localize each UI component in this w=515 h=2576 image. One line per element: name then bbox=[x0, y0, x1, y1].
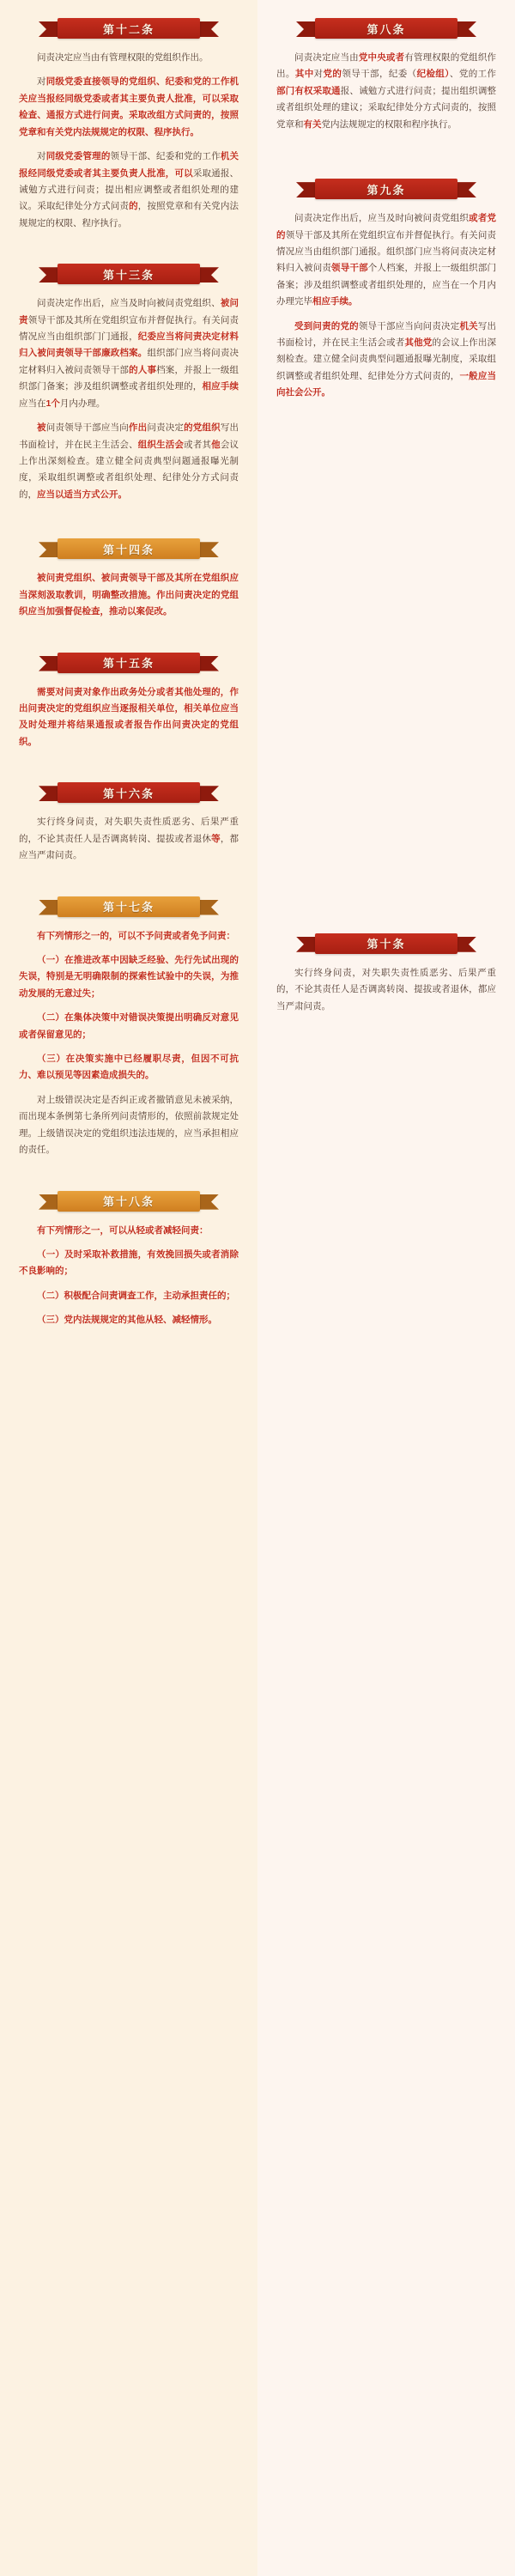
section-banner-label: 第十六条 bbox=[102, 787, 154, 800]
article-section bbox=[258, 176, 515, 402]
article-section bbox=[0, 780, 258, 864]
section-banner bbox=[39, 1188, 219, 1214]
section-gap bbox=[0, 878, 258, 894]
body-text: 写出书面检讨，并在民主生活会、 bbox=[19, 422, 239, 450]
section-banner-label: 第十条 bbox=[367, 938, 406, 951]
article-section bbox=[258, 15, 515, 133]
section-gap bbox=[0, 1173, 258, 1188]
body-text: 领导干部及其所在党组织宣布并督促执行。有关问责情况应当由组织部门通报。组织部门应当将问责决定材料归入被问责 bbox=[276, 229, 497, 274]
paragraph bbox=[0, 1247, 258, 1280]
body-text: 问责决定作出后，应当及时向被问责党组织 bbox=[294, 213, 470, 224]
body-text: 问责决定应当由 bbox=[294, 52, 359, 63]
section-banner-label: 第十三条 bbox=[102, 268, 154, 282]
section-gap bbox=[0, 635, 258, 650]
body-text: 问责决定 bbox=[147, 422, 185, 434]
section-gap bbox=[258, 416, 515, 931]
article-section bbox=[0, 261, 258, 503]
body-text: 组织部门应当将问责决定材料归入被问责领导干部 bbox=[19, 348, 239, 375]
article-section bbox=[258, 931, 515, 1015]
body-text: 党内法规规定的权限和程序执行。 bbox=[321, 118, 457, 130]
highlighted-text: （三）党内法规规定的其他从轻、减轻情形。 bbox=[37, 1315, 217, 1326]
body-text: 采取通报、诫勉方式进行问责；提出相应调整或者组织处理的建议。采取纪律处分方式问责 bbox=[19, 167, 239, 212]
section-banner bbox=[39, 536, 219, 562]
section-banner bbox=[39, 261, 219, 287]
highlighted-text: 党的 bbox=[323, 69, 342, 80]
highlighted-text: 一般应当向社会公开。 bbox=[276, 370, 497, 398]
section-banner bbox=[39, 780, 219, 805]
body-text: 报、诫勉方式进行问责；提出组织调整或者组织处理的建议；采取纪律处分方式问责的，按照党章和 bbox=[276, 85, 497, 130]
body-text: 问责领导干部应当向 bbox=[45, 422, 129, 434]
body-text: 个人档案，并报上一级组织部门备案；涉及组织调整或者组织处理的，应当在一个月内办理完毕 bbox=[276, 263, 497, 307]
highlighted-text: 1个 bbox=[45, 398, 60, 409]
paragraph bbox=[0, 1312, 258, 1328]
highlighted-text: （一）在推进改革中因缺乏经验、先行先试出现的失误，特别是无明确限制的探索性试验中的失误，为推动发展的无意过失； bbox=[19, 954, 239, 999]
highlighted-text: 有下列情形之一，可以从轻或者减轻问责： bbox=[37, 1224, 209, 1236]
paragraph bbox=[258, 965, 515, 1015]
paragraph bbox=[0, 1288, 258, 1304]
highlighted-text: 需要对问责对象作出政务处分或者其他处理的，作出问责决定的党组织应当逐报相关单位，相关单位应当及时处理并将结果通报或者报告作出问责决定的党组织。 bbox=[19, 686, 239, 747]
paragraph bbox=[258, 319, 515, 402]
highlighted-text: 被问责党组织、被问责领导干部及其所在党组织应当深刻汲取教训，明确整改措施。作出问责决定的党组织应当加强督促检查，推动以案促改。 bbox=[19, 573, 239, 617]
paragraph bbox=[0, 928, 258, 945]
highlighted-text: 其中 bbox=[294, 69, 314, 80]
article-section bbox=[0, 894, 258, 1159]
highlighted-text: 其他党 bbox=[404, 337, 433, 349]
body-text: 有管理权限的党组织作出。 bbox=[276, 52, 497, 80]
highlighted-text: （二）积极配合问责调查工作，主动承担责任的； bbox=[37, 1290, 235, 1301]
section-banner bbox=[296, 931, 476, 957]
highlighted-text: 机关 bbox=[459, 320, 478, 331]
article-section bbox=[0, 15, 258, 232]
section-gap bbox=[258, 147, 515, 176]
body-text: 问责决定应当由有管理权限的党组织作出。 bbox=[37, 52, 209, 63]
highlighted-text: 有下列情形之一的，可以不予问责或者免予问责： bbox=[37, 930, 235, 941]
section-banner-label: 第九条 bbox=[367, 183, 406, 197]
paragraph bbox=[0, 952, 258, 1002]
highlighted-text: 相应手续 bbox=[202, 381, 239, 392]
body-text: 对 bbox=[313, 69, 324, 80]
highlighted-text: 有关 bbox=[303, 118, 322, 130]
paragraph bbox=[0, 50, 258, 66]
right-column bbox=[258, 0, 515, 2576]
highlighted-text: 的人事 bbox=[129, 364, 157, 375]
highlighted-text: 党中央或者 bbox=[358, 52, 405, 63]
section-banner-label: 第十二条 bbox=[102, 22, 154, 36]
section-gap bbox=[0, 517, 258, 536]
section-banner-label: 第十八条 bbox=[102, 1195, 154, 1209]
paragraph bbox=[0, 149, 258, 232]
paragraph bbox=[0, 570, 258, 620]
highlighted-text: 纪委应当将问责决定材料归入被问责领导干部廉政档案。 bbox=[19, 331, 239, 359]
paragraph bbox=[0, 1051, 258, 1084]
section-banner bbox=[296, 176, 476, 202]
highlighted-text: 的党组织 bbox=[184, 422, 221, 434]
article-section bbox=[0, 1188, 258, 1329]
column-top-pad bbox=[258, 0, 515, 15]
section-banner-label: 第十五条 bbox=[102, 657, 154, 671]
paragraph bbox=[0, 74, 258, 141]
highlighted-text: 同级党委直接领导的党组织、纪委和党的工作机关应当报经同级党委或者其主要负责人批准，可以采取检查、通报方式进行问责。采取改组方式问责的，按照党章和有关党内法规规定的权限、程序执行。 bbox=[19, 76, 239, 137]
paragraph bbox=[0, 295, 258, 412]
highlighted-text: 相应手续。 bbox=[312, 296, 358, 307]
paragraph bbox=[0, 1010, 258, 1043]
body-text: 会议上作出深刻检查。建立健全问责典型问题通报曝光制度，采取组织调整或者组织处理、纪律处分方式问责的， bbox=[19, 439, 239, 500]
highlighted-text: 作出 bbox=[128, 422, 148, 434]
paragraph bbox=[0, 684, 258, 751]
body-text: 或者其 bbox=[184, 439, 212, 450]
highlighted-text: （二）在集体决策中对错误决策提出明确反对意见或者保留意见的； bbox=[19, 1012, 239, 1040]
highlighted-text: 或者党的 bbox=[276, 213, 497, 240]
highlighted-text: （一）及时采取补救措施，有效挽回损失或者消除不良影响的； bbox=[19, 1249, 239, 1277]
body-text: 门通报， bbox=[101, 331, 138, 343]
highlighted-text: 应当以适当方式公开。 bbox=[37, 489, 127, 500]
section-gap bbox=[0, 246, 258, 261]
body-text: 领导干部，纪委（ bbox=[342, 69, 417, 80]
highlighted-text: 部门有权采取通 bbox=[276, 85, 341, 96]
highlighted-text: 被 bbox=[37, 422, 46, 434]
highlighted-text: 他 bbox=[211, 439, 221, 450]
body-text: 月内办理。 bbox=[59, 398, 106, 409]
body-text: 、党的工作 bbox=[449, 69, 497, 80]
highlighted-text: 的党的 bbox=[330, 320, 359, 331]
body-text: 问责决定作出后，应当及时向被问责党组织、 bbox=[37, 298, 221, 309]
highlighted-text: 同级党委管理的 bbox=[45, 151, 111, 162]
body-text: 对 bbox=[37, 151, 46, 162]
article-section bbox=[0, 650, 258, 751]
section-banner bbox=[39, 650, 219, 676]
highlighted-text: 受到问责 bbox=[294, 320, 331, 331]
section-banner-label: 第八条 bbox=[367, 22, 406, 36]
body-text: 应当在 bbox=[19, 398, 46, 409]
section-banner-label: 第十四条 bbox=[102, 543, 154, 556]
section-gap bbox=[0, 764, 258, 780]
body-text: 写出书面检讨，并在民主生活会或者 bbox=[276, 320, 497, 349]
body-text: ，按照党章和有关党内法规规定的权限、程序执行。 bbox=[19, 201, 239, 228]
highlighted-text: 机关报经同级党委或者其主要负责人批准，可以 bbox=[19, 151, 239, 179]
section-banner-label: 第十七条 bbox=[102, 901, 154, 914]
highlighted-text: 的 bbox=[129, 201, 138, 212]
body-text: 实行终身问责，对失职失责性质恶劣、后果严重的，不论其责任人是否调离转岗、提拔或者退休 bbox=[19, 817, 239, 844]
column-top-pad bbox=[0, 0, 258, 15]
highlighted-text: 组织生活会 bbox=[137, 439, 185, 450]
highlighted-text: （三）在决策实施中已经履职尽责，但因不可抗力、难以预见等因素造成损失的。 bbox=[19, 1054, 239, 1081]
highlighted-text: 等 bbox=[211, 833, 221, 844]
body-text: ，都应当严肃问责。 bbox=[19, 833, 239, 861]
article-section bbox=[0, 536, 258, 620]
body-text: 领导干部应当向问责决定 bbox=[358, 320, 460, 331]
body-text: 实行终身问责，对失职失责性质恶劣、后果严重的，不论其责任人是否调离转岗、提拔或者退休，都应当严肃问责。 bbox=[276, 967, 496, 1012]
body-text: 档案，并报上一级组织部门备案；涉及组织调整或者组织处理的， bbox=[19, 364, 239, 392]
section-banner bbox=[296, 15, 476, 41]
paragraph bbox=[258, 50, 515, 133]
paragraph bbox=[0, 814, 258, 864]
paragraph bbox=[258, 210, 515, 311]
body-text: 的会议上作出深刻检查。建立健全问责典型问题通报曝光制度，采取组织调整或者组织处理、纪律处分方式问责的， bbox=[276, 337, 497, 381]
highlighted-text: 纪检组） bbox=[416, 69, 450, 80]
body-text: 对上级错误决定是否纠正或者撤销意见未被采纳，而出现本条例第七条所列问责情形的，依照前款规定处理。上级错误决定的党组织违法违规的，应当承担相应的责任。 bbox=[19, 1094, 239, 1156]
highlighted-text: 被问责 bbox=[19, 298, 239, 325]
body-text: 对 bbox=[37, 76, 46, 88]
section-banner bbox=[39, 15, 219, 41]
body-text: 领导干部、纪委和党的工作 bbox=[110, 151, 221, 162]
body-text: 领导干部及其所在党组织宣布并督促执行。有关问责情况应当由组织部门 bbox=[19, 314, 239, 343]
highlighted-text: 领导干部 bbox=[331, 263, 368, 274]
paragraph bbox=[0, 1223, 258, 1239]
paragraph bbox=[0, 420, 258, 503]
paragraph bbox=[0, 1092, 258, 1159]
section-banner bbox=[39, 894, 219, 920]
